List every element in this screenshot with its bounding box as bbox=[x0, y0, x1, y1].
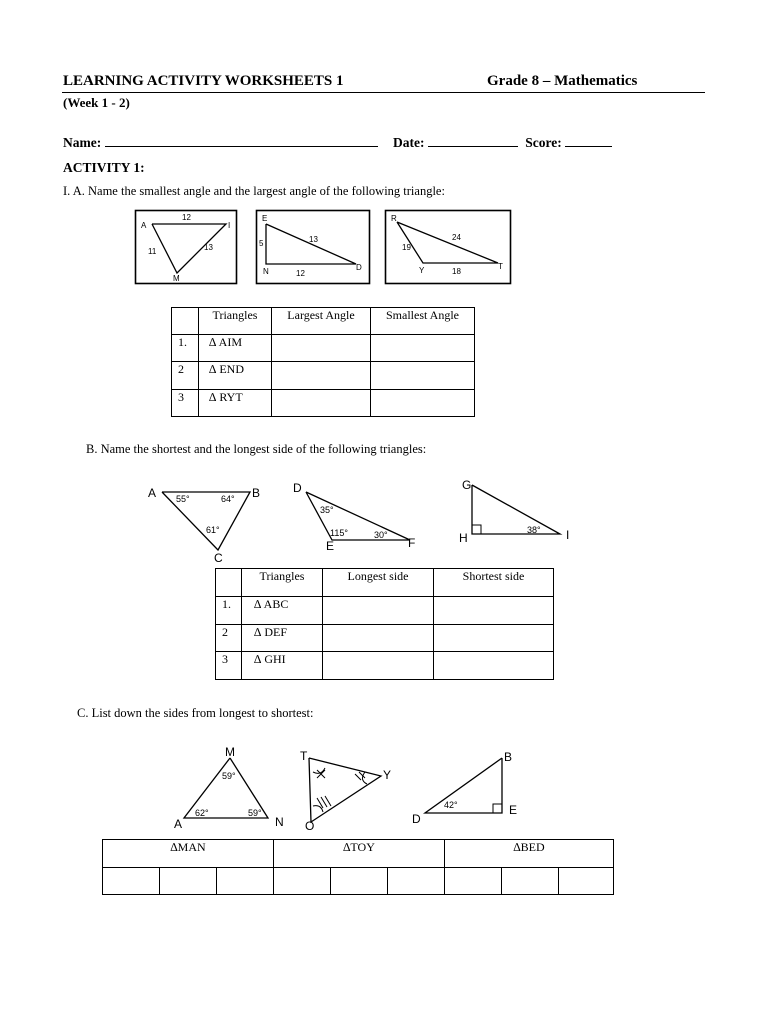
side-label: 12 bbox=[296, 269, 305, 278]
answer-cell[interactable] bbox=[272, 335, 371, 362]
vertex-label: M bbox=[225, 745, 235, 759]
angle-label: 115° bbox=[330, 528, 348, 538]
angle-label: 30° bbox=[374, 530, 388, 540]
answer-cell[interactable] bbox=[103, 868, 160, 895]
table-row bbox=[172, 335, 475, 362]
table-row bbox=[172, 390, 475, 417]
side-label: 13 bbox=[309, 235, 318, 244]
side-label: 18 bbox=[452, 267, 461, 276]
table-header-cell: ∆MAN bbox=[103, 840, 274, 868]
triangle-ghi-figure bbox=[455, 476, 580, 548]
info-line bbox=[63, 135, 612, 151]
side-label: 5 bbox=[259, 239, 264, 248]
triangle-man-figure bbox=[170, 744, 290, 832]
vertex-label: N bbox=[263, 267, 269, 276]
part-c-instruction: C. List down the sides from longest to shortest: bbox=[77, 706, 314, 720]
vertex-label: C bbox=[214, 551, 223, 565]
table-row bbox=[216, 625, 554, 652]
vertex-label: E bbox=[509, 803, 518, 817]
answer-cell[interactable] bbox=[434, 597, 554, 625]
table-row bbox=[216, 652, 554, 680]
vertex-label: M bbox=[173, 274, 180, 283]
row-triangle: ∆ GHI bbox=[242, 652, 323, 680]
part-b-instruction: B. Name the shortest and the longest side of the following triangles: bbox=[86, 442, 427, 456]
vertex-label: E bbox=[262, 214, 268, 223]
angle-label: 61° bbox=[206, 525, 220, 535]
answer-cell[interactable] bbox=[502, 868, 559, 895]
answer-cell[interactable] bbox=[559, 868, 614, 895]
table-row bbox=[172, 362, 475, 390]
answer-cell[interactable] bbox=[371, 390, 475, 417]
vertex-label: B bbox=[504, 750, 513, 764]
row-number: 1. bbox=[216, 597, 242, 625]
row-triangle: ∆ ABC bbox=[242, 597, 323, 625]
header-rule bbox=[62, 92, 705, 93]
triangle-toy-figure bbox=[295, 746, 405, 834]
table-header-cell: Largest Angle bbox=[272, 308, 371, 335]
vertex-label: Y bbox=[419, 266, 425, 275]
answer-cell[interactable] bbox=[323, 625, 434, 652]
table-header-cell: Smallest Angle bbox=[371, 308, 475, 335]
part-b-table bbox=[215, 568, 554, 680]
triangle-bed-figure bbox=[408, 746, 528, 828]
vertex-label: H bbox=[459, 531, 468, 545]
side-label: 24 bbox=[452, 233, 461, 242]
date-blank[interactable] bbox=[428, 135, 518, 147]
table-header-cell: Longest side bbox=[323, 569, 434, 597]
answer-cell[interactable] bbox=[160, 868, 217, 895]
activity-title: ACTIVITY 1: bbox=[63, 160, 145, 175]
score-label: Score: bbox=[525, 135, 562, 150]
answer-cell[interactable] bbox=[388, 868, 445, 895]
vertex-label: T bbox=[498, 262, 503, 271]
answer-cell[interactable] bbox=[371, 362, 475, 390]
table-header-cell bbox=[216, 569, 242, 597]
row-number: 2 bbox=[216, 625, 242, 652]
vertex-label: B bbox=[252, 486, 261, 500]
table-header-cell bbox=[172, 308, 199, 335]
table-header-cell: ∆TOY bbox=[274, 840, 445, 868]
angle-label: 35° bbox=[320, 505, 334, 515]
table-header-cell: Triangles bbox=[242, 569, 323, 597]
table-header-cell: Shortest side bbox=[434, 569, 554, 597]
angle-label: 64° bbox=[221, 494, 235, 504]
side-label: 13 bbox=[204, 243, 213, 252]
answer-cell[interactable] bbox=[331, 868, 388, 895]
side-label: 19 bbox=[402, 243, 411, 252]
vertex-label: A bbox=[148, 486, 157, 500]
vertex-label: A bbox=[141, 221, 147, 230]
row-triangle: ∆ AIM bbox=[199, 335, 272, 362]
grade-subject: Grade 8 – Mathematics bbox=[487, 73, 638, 89]
vertex-label: Y bbox=[383, 768, 392, 782]
row-number: 3 bbox=[216, 652, 242, 680]
angle-label: 62° bbox=[195, 808, 209, 818]
answer-cell[interactable] bbox=[272, 362, 371, 390]
answer-cell[interactable] bbox=[323, 597, 434, 625]
answer-cell[interactable] bbox=[272, 390, 371, 417]
triangle-ryt-figure bbox=[385, 210, 511, 284]
triangle-aim-figure bbox=[135, 210, 237, 284]
answer-cell[interactable] bbox=[274, 868, 331, 895]
score-blank[interactable] bbox=[565, 135, 612, 147]
row-number: 1. bbox=[172, 335, 199, 362]
part-c-table bbox=[102, 839, 614, 895]
angle-label: 42° bbox=[444, 800, 458, 810]
table-header-cell: ∆BED bbox=[445, 840, 614, 868]
answer-cell[interactable] bbox=[434, 625, 554, 652]
part-a-table bbox=[171, 307, 475, 417]
answer-cell[interactable] bbox=[434, 652, 554, 680]
name-label: Name: bbox=[63, 135, 102, 150]
side-label: 12 bbox=[182, 213, 191, 222]
date-label: Date: bbox=[392, 135, 425, 150]
week-label: (Week 1 - 2) bbox=[63, 95, 130, 110]
answer-cell[interactable] bbox=[445, 868, 502, 895]
answer-cell[interactable] bbox=[323, 652, 434, 680]
vertex-label: D bbox=[356, 263, 362, 272]
vertex-label: T bbox=[300, 749, 308, 763]
row-number: 3 bbox=[172, 390, 199, 417]
vertex-label: F bbox=[408, 536, 416, 550]
vertex-label: A bbox=[174, 817, 183, 831]
worksheet-title: LEARNING ACTIVITY WORKSHEETS 1 bbox=[63, 73, 344, 89]
table-row bbox=[103, 868, 614, 895]
angle-label: 59° bbox=[222, 771, 236, 781]
name-blank[interactable] bbox=[105, 135, 378, 147]
answer-cell[interactable] bbox=[371, 335, 475, 362]
vertex-label: N bbox=[275, 815, 284, 829]
side-label: 11 bbox=[148, 247, 157, 256]
angle-label: 59° bbox=[248, 808, 262, 818]
vertex-label: D bbox=[293, 481, 302, 495]
row-triangle: ∆ DEF bbox=[242, 625, 323, 652]
triangle-end-figure bbox=[256, 210, 370, 284]
vertex-label: I bbox=[228, 221, 231, 230]
triangle-abc-figure bbox=[140, 478, 270, 564]
vertex-label: O bbox=[305, 819, 315, 833]
triangle-def-figure bbox=[290, 478, 420, 552]
vertex-label: I bbox=[566, 528, 570, 542]
angle-label: 38° bbox=[527, 525, 541, 535]
row-triangle: ∆ RYT bbox=[199, 390, 272, 417]
vertex-label: R bbox=[391, 214, 397, 223]
angle-label: 55° bbox=[176, 494, 190, 504]
table-header-cell: Triangles bbox=[199, 308, 272, 335]
vertex-label: G bbox=[462, 478, 472, 492]
answer-cell[interactable] bbox=[217, 868, 274, 895]
vertex-label: D bbox=[412, 812, 421, 826]
vertex-label: E bbox=[326, 539, 335, 553]
row-triangle: ∆ END bbox=[199, 362, 272, 390]
part-a-instruction: I. A. Name the smallest angle and the largest angle of the following triangle: bbox=[63, 184, 445, 198]
row-number: 2 bbox=[172, 362, 199, 390]
table-row bbox=[216, 597, 554, 625]
